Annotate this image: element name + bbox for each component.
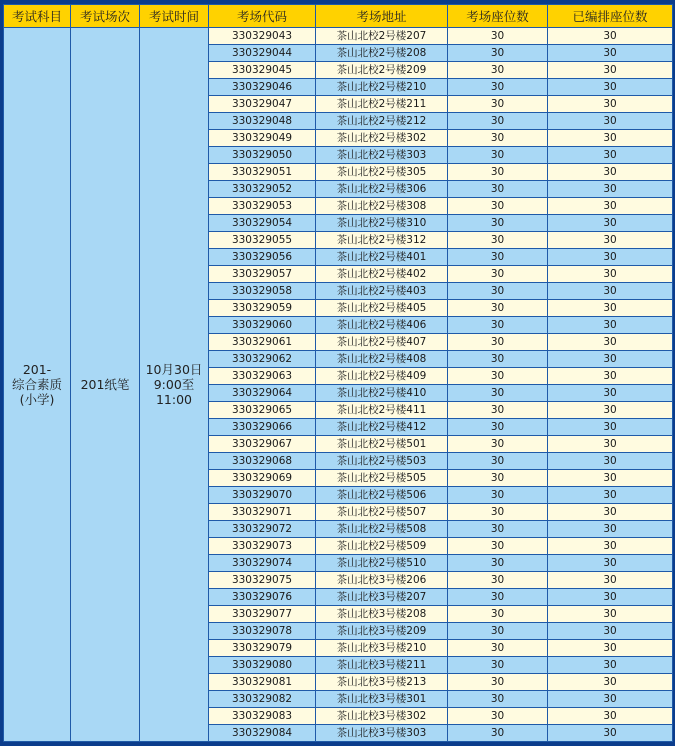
room-address-cell: 茶山北校2号楼306 (316, 181, 448, 198)
room-code-cell: 330329081 (209, 674, 316, 691)
room-address-cell: 茶山北校2号楼207 (316, 28, 448, 45)
room-address-cell: 茶山北校2号楼409 (316, 368, 448, 385)
seat-count-cell: 30 (448, 164, 548, 181)
assigned-seats-cell: 30 (548, 487, 673, 504)
seat-count-cell: 30 (448, 521, 548, 538)
room-code-cell: 330329062 (209, 351, 316, 368)
room-address-cell: 茶山北校2号楼406 (316, 317, 448, 334)
room-code-cell: 330329046 (209, 79, 316, 96)
room-address-cell: 茶山北校2号楼501 (316, 436, 448, 453)
seat-count-cell: 30 (448, 79, 548, 96)
assigned-seats-cell: 30 (548, 351, 673, 368)
assigned-seats-cell: 30 (548, 436, 673, 453)
header-subject: 考试科目 (4, 5, 71, 28)
table-body (4, 28, 673, 742)
seat-count-cell: 30 (448, 419, 548, 436)
time-cell-line: 9:00至 (153, 377, 195, 392)
room-code-cell: 330329068 (209, 453, 316, 470)
seat-count-cell: 30 (448, 283, 548, 300)
room-code-cell: 330329071 (209, 504, 316, 521)
room-code-cell: 330329054 (209, 215, 316, 232)
seat-count-cell: 30 (448, 538, 548, 555)
room-address-cell: 茶山北校2号楼305 (316, 164, 448, 181)
time-cell-line: 11:00 (155, 392, 193, 407)
room-code-cell: 330329084 (209, 725, 316, 742)
header-room-code: 考场代码 (209, 5, 316, 28)
room-code-cell: 330329060 (209, 317, 316, 334)
room-code-cell: 330329075 (209, 572, 316, 589)
assigned-seats-cell: 30 (548, 181, 673, 198)
room-address-cell: 茶山北校2号楼402 (316, 266, 448, 283)
seat-count-cell: 30 (448, 198, 548, 215)
room-address-cell: 茶山北校2号楼411 (316, 402, 448, 419)
room-code-cell: 330329059 (209, 300, 316, 317)
room-address-cell: 茶山北校3号楼302 (316, 708, 448, 725)
room-address-cell: 茶山北校2号楼403 (316, 283, 448, 300)
assigned-seats-cell: 30 (548, 317, 673, 334)
seat-count-cell: 30 (448, 453, 548, 470)
seat-count-cell: 30 (448, 725, 548, 742)
room-code-cell: 330329080 (209, 657, 316, 674)
room-address-cell: 茶山北校2号楼412 (316, 419, 448, 436)
room-address-cell: 茶山北校2号楼302 (316, 130, 448, 147)
assigned-seats-cell: 30 (548, 470, 673, 487)
room-code-cell: 330329065 (209, 402, 316, 419)
room-code-cell: 330329077 (209, 606, 316, 623)
room-code-cell: 330329052 (209, 181, 316, 198)
room-code-cell: 330329074 (209, 555, 316, 572)
assigned-seats-cell: 30 (548, 385, 673, 402)
assigned-seats-cell: 30 (548, 300, 673, 317)
header-session: 考试场次 (71, 5, 140, 28)
room-code-cell: 330329043 (209, 28, 316, 45)
room-address-cell: 茶山北校3号楼206 (316, 572, 448, 589)
room-code-cell: 330329044 (209, 45, 316, 62)
seat-count-cell: 30 (448, 402, 548, 419)
room-address-cell: 茶山北校2号楼410 (316, 385, 448, 402)
room-address-cell: 茶山北校2号楼310 (316, 215, 448, 232)
assigned-seats-cell: 30 (548, 674, 673, 691)
seat-count-cell: 30 (448, 334, 548, 351)
room-code-cell: 330329057 (209, 266, 316, 283)
assigned-seats-cell: 30 (548, 538, 673, 555)
room-code-cell: 330329078 (209, 623, 316, 640)
room-address-cell: 茶山北校3号楼213 (316, 674, 448, 691)
room-address-cell: 茶山北校2号楼505 (316, 470, 448, 487)
room-code-cell: 330329066 (209, 419, 316, 436)
session-cell: 201纸笔 (71, 28, 140, 742)
seat-count-cell: 30 (448, 385, 548, 402)
header-assigned-seats: 已编排座位数 (548, 5, 673, 28)
room-code-cell: 330329051 (209, 164, 316, 181)
subject-cell-line: 综合素质 (11, 377, 62, 392)
seat-count-cell: 30 (448, 130, 548, 147)
header-time: 考试时间 (140, 5, 209, 28)
room-code-cell: 330329064 (209, 385, 316, 402)
room-code-cell: 330329050 (209, 147, 316, 164)
room-address-cell: 茶山北校2号楼212 (316, 113, 448, 130)
assigned-seats-cell: 30 (548, 640, 673, 657)
assigned-seats-cell: 30 (548, 215, 673, 232)
room-address-cell: 茶山北校3号楼207 (316, 589, 448, 606)
assigned-seats-cell: 30 (548, 79, 673, 96)
seat-count-cell: 30 (448, 266, 548, 283)
seat-count-cell: 30 (448, 368, 548, 385)
assigned-seats-cell: 30 (548, 164, 673, 181)
time-cell-line: 10月30日 (145, 362, 203, 377)
seat-count-cell: 30 (448, 657, 548, 674)
room-code-cell: 330329048 (209, 113, 316, 130)
room-address-cell: 茶山北校2号楼407 (316, 334, 448, 351)
subject-cell-line: (小学) (19, 392, 55, 407)
room-code-cell: 330329073 (209, 538, 316, 555)
seat-count-cell: 30 (448, 300, 548, 317)
assigned-seats-cell: 30 (548, 708, 673, 725)
assigned-seats-cell: 30 (548, 45, 673, 62)
assigned-seats-cell: 30 (548, 691, 673, 708)
seat-count-cell: 30 (448, 45, 548, 62)
room-address-cell: 茶山北校2号楼303 (316, 147, 448, 164)
room-address-cell: 茶山北校2号楼308 (316, 198, 448, 215)
assigned-seats-cell: 30 (548, 147, 673, 164)
assigned-seats-cell: 30 (548, 572, 673, 589)
assigned-seats-cell: 30 (548, 623, 673, 640)
room-address-cell: 茶山北校2号楼210 (316, 79, 448, 96)
room-address-cell: 茶山北校2号楼507 (316, 504, 448, 521)
assigned-seats-cell: 30 (548, 606, 673, 623)
assigned-seats-cell: 30 (548, 62, 673, 79)
room-address-cell: 茶山北校2号楼405 (316, 300, 448, 317)
room-code-cell: 330329072 (209, 521, 316, 538)
seat-count-cell: 30 (448, 28, 548, 45)
room-address-cell: 茶山北校2号楼509 (316, 538, 448, 555)
room-code-cell: 330329083 (209, 708, 316, 725)
room-code-cell: 330329058 (209, 283, 316, 300)
table-row (4, 28, 673, 45)
room-code-cell: 330329067 (209, 436, 316, 453)
room-code-cell: 330329053 (209, 198, 316, 215)
room-address-cell: 茶山北校3号楼210 (316, 640, 448, 657)
room-address-cell: 茶山北校2号楼503 (316, 453, 448, 470)
seat-count-cell: 30 (448, 674, 548, 691)
room-address-cell: 茶山北校3号楼209 (316, 623, 448, 640)
subject-cell-line: 201- (22, 362, 52, 377)
room-address-cell: 茶山北校2号楼209 (316, 62, 448, 79)
seat-count-cell: 30 (448, 113, 548, 130)
assigned-seats-cell: 30 (548, 504, 673, 521)
assigned-seats-cell: 30 (548, 130, 673, 147)
room-address-cell: 茶山北校2号楼408 (316, 351, 448, 368)
seat-count-cell: 30 (448, 640, 548, 657)
seat-count-cell: 30 (448, 470, 548, 487)
seat-count-cell: 30 (448, 96, 548, 113)
assigned-seats-cell: 30 (548, 232, 673, 249)
assigned-seats-cell: 30 (548, 249, 673, 266)
room-code-cell: 330329082 (209, 691, 316, 708)
assigned-seats-cell: 30 (548, 266, 673, 283)
assigned-seats-cell: 30 (548, 198, 673, 215)
room-address-cell: 茶山北校3号楼301 (316, 691, 448, 708)
room-code-cell: 330329079 (209, 640, 316, 657)
seat-count-cell: 30 (448, 62, 548, 79)
room-code-cell: 330329045 (209, 62, 316, 79)
room-address-cell: 茶山北校2号楼211 (316, 96, 448, 113)
seat-count-cell: 30 (448, 606, 548, 623)
assigned-seats-cell: 30 (548, 283, 673, 300)
seat-count-cell: 30 (448, 317, 548, 334)
room-code-cell: 330329056 (209, 249, 316, 266)
seat-count-cell: 30 (448, 589, 548, 606)
assigned-seats-cell: 30 (548, 113, 673, 130)
room-address-cell: 茶山北校2号楼506 (316, 487, 448, 504)
room-code-cell: 330329061 (209, 334, 316, 351)
exam-room-table (3, 4, 673, 742)
seat-count-cell: 30 (448, 215, 548, 232)
seat-count-cell: 30 (448, 708, 548, 725)
room-address-cell: 茶山北校3号楼303 (316, 725, 448, 742)
seat-count-cell: 30 (448, 249, 548, 266)
assigned-seats-cell: 30 (548, 368, 673, 385)
assigned-seats-cell: 30 (548, 521, 673, 538)
seat-count-cell: 30 (448, 691, 548, 708)
room-address-cell: 茶山北校2号楼208 (316, 45, 448, 62)
seat-count-cell: 30 (448, 232, 548, 249)
room-address-cell: 茶山北校3号楼211 (316, 657, 448, 674)
assigned-seats-cell: 30 (548, 555, 673, 572)
header-room-address: 考场地址 (316, 5, 448, 28)
room-address-cell: 茶山北校2号楼510 (316, 555, 448, 572)
seat-count-cell: 30 (448, 623, 548, 640)
assigned-seats-cell: 30 (548, 657, 673, 674)
room-address-cell: 茶山北校2号楼401 (316, 249, 448, 266)
seat-count-cell: 30 (448, 436, 548, 453)
room-code-cell: 330329070 (209, 487, 316, 504)
seat-count-cell: 30 (448, 572, 548, 589)
assigned-seats-cell: 30 (548, 402, 673, 419)
assigned-seats-cell: 30 (548, 96, 673, 113)
seat-count-cell: 30 (448, 504, 548, 521)
room-address-cell: 茶山北校2号楼508 (316, 521, 448, 538)
seat-count-cell: 30 (448, 351, 548, 368)
room-code-cell: 330329069 (209, 470, 316, 487)
seat-count-cell: 30 (448, 555, 548, 572)
room-address-cell: 茶山北校2号楼312 (316, 232, 448, 249)
header-seat-count: 考场座位数 (448, 5, 548, 28)
subject-cell (4, 28, 71, 742)
room-code-cell: 330329055 (209, 232, 316, 249)
room-address-cell: 茶山北校3号楼208 (316, 606, 448, 623)
seat-count-cell: 30 (448, 487, 548, 504)
assigned-seats-cell: 30 (548, 589, 673, 606)
room-code-cell: 330329076 (209, 589, 316, 606)
assigned-seats-cell: 30 (548, 725, 673, 742)
assigned-seats-cell: 30 (548, 419, 673, 436)
time-cell (140, 28, 209, 742)
room-code-cell: 330329047 (209, 96, 316, 113)
assigned-seats-cell: 30 (548, 334, 673, 351)
seat-count-cell: 30 (448, 181, 548, 198)
assigned-seats-cell: 30 (548, 453, 673, 470)
header-row (4, 5, 673, 28)
assigned-seats-cell: 30 (548, 28, 673, 45)
room-code-cell: 330329049 (209, 130, 316, 147)
seat-count-cell: 30 (448, 147, 548, 164)
room-code-cell: 330329063 (209, 368, 316, 385)
